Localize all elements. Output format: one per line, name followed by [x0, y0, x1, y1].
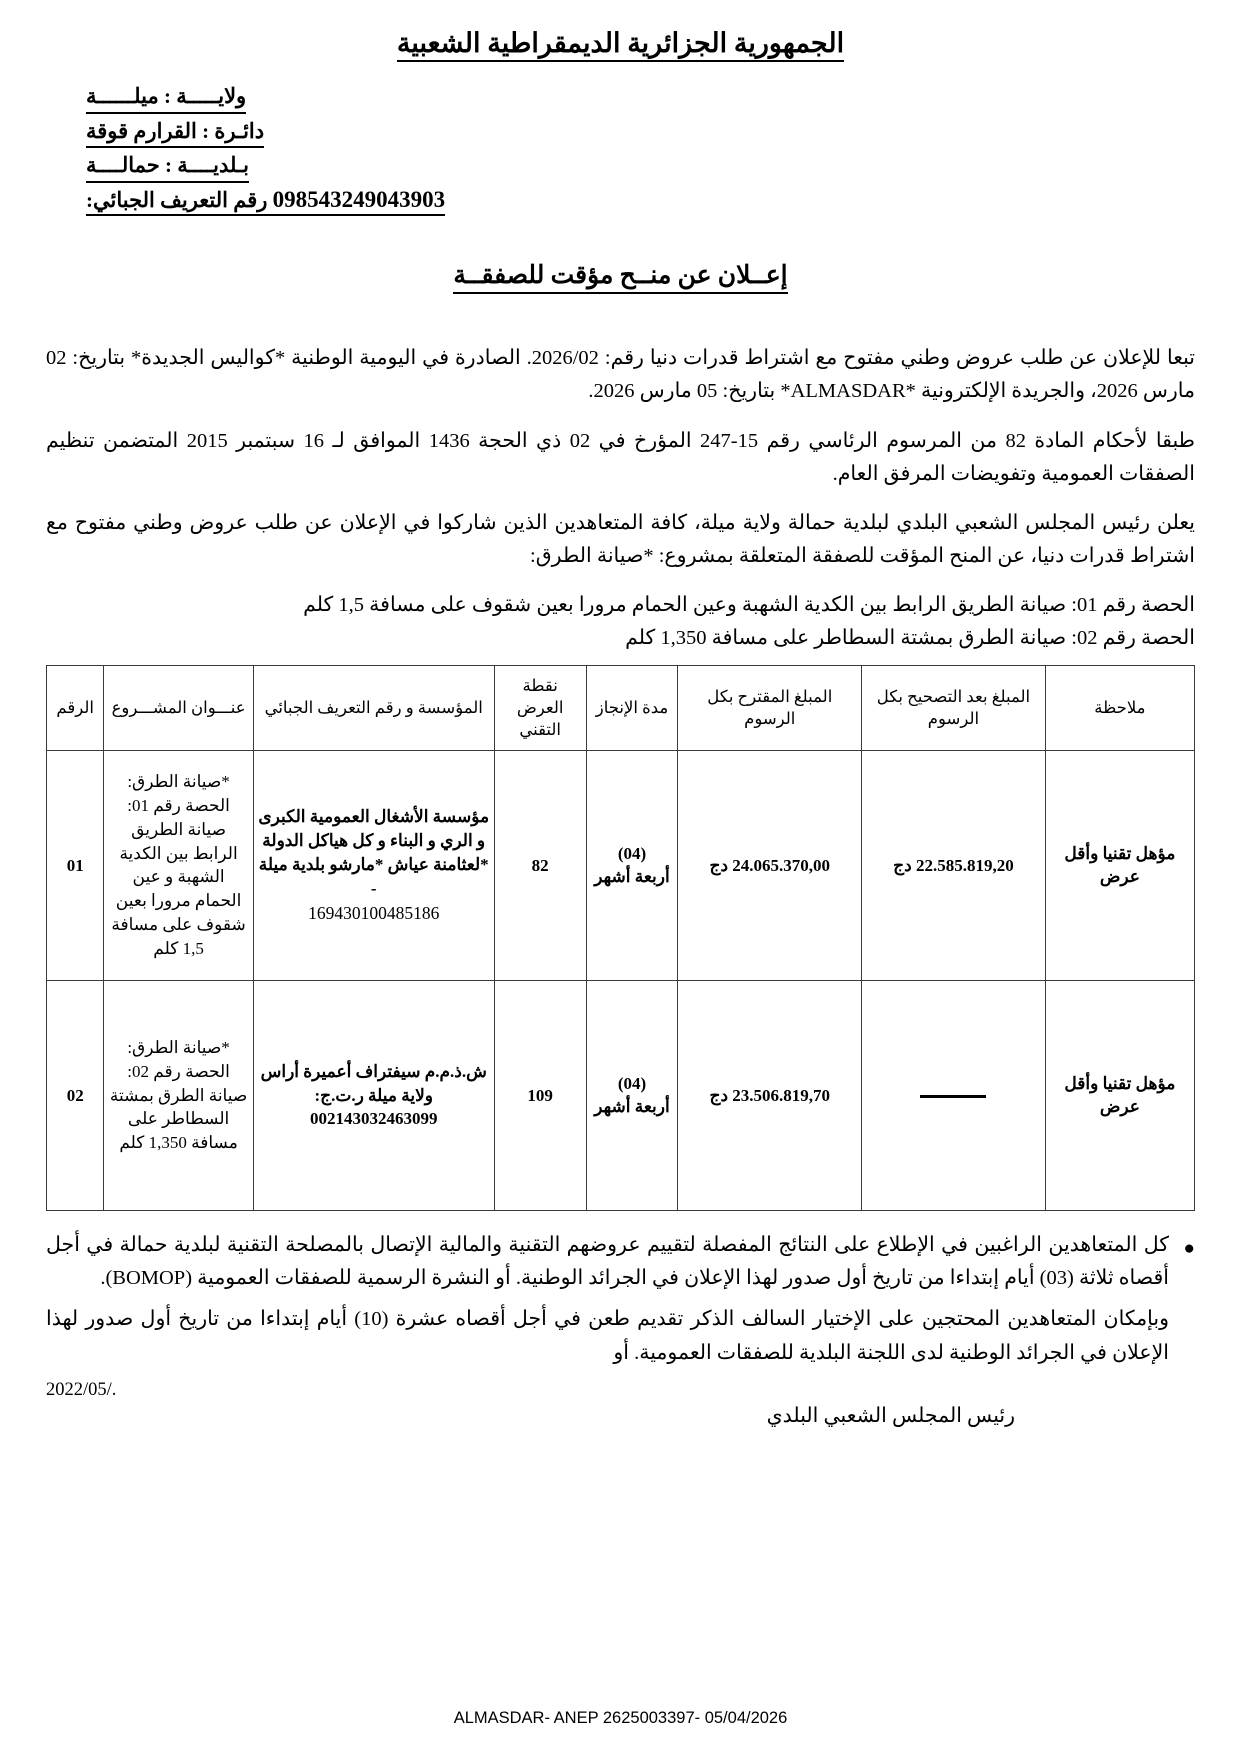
page-footer: ALMASDAR- ANEP 2625003397- 05/04/2026: [453, 1709, 788, 1727]
tax-id-number: 098543249043903: [272, 187, 446, 213]
republic-heading: [46, 28, 1195, 61]
cell-firm-2: [253, 980, 494, 1210]
cell-project-2: *صيانة الطرق: الحصة رقم 02: صيانة الطرق بمشتة السطاطر على مسافة 1,350 كلم: [104, 980, 253, 1210]
column-header-technical-score: نقطة العرض التقني: [494, 665, 586, 750]
daira-line: [46, 118, 1195, 149]
tax-id-line: [46, 187, 1195, 216]
award-table: [46, 665, 1195, 1211]
column-header-corrected-amount: المبلغ بعد التصحيح بكل الرسوم: [862, 665, 1046, 750]
cell-firm-2-id: 002143032463099: [309, 1109, 438, 1129]
cell-duration-1: [586, 750, 678, 980]
column-header-proposed-amount: المبلغ المقترح بكل الرسوم: [678, 665, 862, 750]
table-row: [47, 750, 1195, 980]
cell-number-2: 02: [47, 980, 104, 1210]
note-text-appeal: وبإمكان المتعاهدين المحتجين على الإختيار السالف الذكر تقديم طعن في أجل أقصاه عشرة (10) أيام إبتداءا من تاريخ أول صدور لهذا الإعلان في الجرائد الوطنية لدى اللجنة البلدية للصفقات العمومية. أو: [46, 1308, 1169, 1364]
column-header-note: ملاحظة: [1045, 665, 1194, 750]
cell-score-1: 82: [494, 750, 586, 980]
cell-proposed-amount-1: 24.065.370,00 دج: [678, 750, 862, 980]
cell-duration-1-text: أربعة أشهر: [594, 867, 670, 887]
cell-corrected-amount-2: [862, 980, 1046, 1210]
note-text-consultation: كل المتعاهدين الراغبين في الإطلاع على النتائج المفصلة لتقييم عروضهم التقنية والمالية الإتصال بالمصلحة التقنية لبلدية حمالة في أجل أقصاه ثلاثة (03) أيام إبتداءا من تاريخ أول صدور لهذا الإعلان في الجرائد الوطنية. أو النشرة الرسمية للصفقات العمومية (BOMOP).: [46, 1233, 1169, 1290]
cell-firm-1-name: مؤسسة الأشغال العمومية الكبرى و الري و البناء و كل هياكل الدولة *لعثامنة عياش *مارشو بلدية ميلة -: [258, 807, 490, 898]
signature-date: 2022/05/.: [46, 1379, 117, 1400]
page-title: [46, 260, 1195, 290]
signature-title: رئيس المجلس الشعبي البلدي: [766, 1404, 1015, 1427]
cell-number-1: 01: [47, 750, 104, 980]
cell-duration-2-number: (04): [617, 1073, 647, 1093]
column-header-project: عنـــوان المشـــروع: [104, 665, 253, 750]
tax-id-label: رقم التعريف الجبائي:: [86, 188, 268, 213]
paragraph-reference-notice: تبعا للإعلان عن طلب عروض وطني مفتوح مع اشتراط قدرات دنيا رقم: 2026/02. الصادرة في اليومية الوطنية *كواليس الجديدة* بتاريخ: 02 مارس 2026، والجريدة الإلكترونية *ALMASDAR* بتاريخ: 05 مارس 2026.: [46, 347, 1195, 403]
wilaya-text: ولايـــــة : ميلــــــة: [86, 83, 246, 114]
table-row: [47, 980, 1195, 1210]
cell-firm-1: [253, 750, 494, 980]
wilaya-line: [46, 83, 1195, 114]
paragraph-announcement: يعلن رئيس المجلس الشعبي البلدي لبلدية حمالة ولاية ميلة، كافة المتعاهدين الذين شاركوا في الإعلان عن طلب عروض وطني مفتوح مع اشتراط قدرات دنيا، عن المنح المؤقت للصفقة المتعلقة بمشروع: *صيانة الطرق:: [46, 511, 1195, 568]
page-title-text: إعــلان عن منــح مؤقت للصفقــة: [453, 262, 787, 294]
cell-corrected-amount-1: 22.585.819,20 دج: [862, 750, 1046, 980]
table-header-row: [47, 665, 1195, 750]
cell-duration-1-number: (04): [617, 843, 647, 863]
administrative-header: [46, 83, 1195, 216]
cell-proposed-amount-2: 23.506.819,70 دج: [678, 980, 862, 1210]
note-bullet-body: [46, 1229, 1169, 1374]
cell-firm-1-id: 169430100485186: [308, 902, 440, 923]
cell-duration-2: [586, 980, 678, 1210]
empty-dash-icon: [920, 1095, 986, 1098]
cell-firm-2-name: ش.ذ.م.م سيفتراف أعميرة أراس ولاية ميلة ر.ت.ج:: [260, 1061, 487, 1105]
column-header-duration: مدة الإنجاز: [586, 665, 678, 750]
baladiya-text: بـلديــــة : حمالــــة: [86, 152, 249, 183]
cell-duration-2-text: أربعة أشهر: [594, 1097, 670, 1117]
republic-heading-text: الجمهورية الجزائرية الديمقراطية الشعبية: [397, 28, 844, 62]
notes-section: [46, 1229, 1195, 1374]
cell-score-2: 109: [494, 980, 586, 1210]
lot-2-description: الحصة رقم 02: صيانة الطرق بمشتة السطاطر على مسافة 1,350 كلم: [625, 627, 1195, 650]
baladiya-line: [46, 152, 1195, 183]
cell-note-1: مؤهل تقنيا وأقل عرض: [1045, 750, 1194, 980]
cell-project-1: *صيانة الطرق: الحصة رقم 01: صيانة الطريق الرابط بين الكدية الشهبة و عين الحمام مرورا بعين شقوف على مسافة 1,5 كلم: [104, 750, 253, 980]
daira-text: دائـرة : القرارم قوقة: [86, 118, 264, 149]
paragraph-legal-basis: طبقا لأحكام المادة 82 من المرسوم الرئاسي رقم 15-247 المؤرخ في 02 ذي الحجة 1436 الموافق لـ 16 سبتمبر 2015 المتضمن تنظيم الصفقات العمومية وتفويضات المرفق العام.: [46, 429, 1196, 485]
column-header-firm: المؤسسة و رقم التعريف الجبائي: [253, 665, 494, 750]
note-bullet-item: [46, 1229, 1195, 1374]
cell-note-2: مؤهل تقنيا وأقل عرض: [1045, 980, 1194, 1210]
bullet-dot-icon: ●: [1183, 1237, 1195, 1259]
lot-1-description: الحصة رقم 01: صيانة الطريق الرابط بين الكدية الشهبة وعين الحمام مرورا بعين شقوف على مسافة 1,5 كلم: [303, 594, 1195, 617]
column-header-number: الرقم: [47, 665, 104, 750]
